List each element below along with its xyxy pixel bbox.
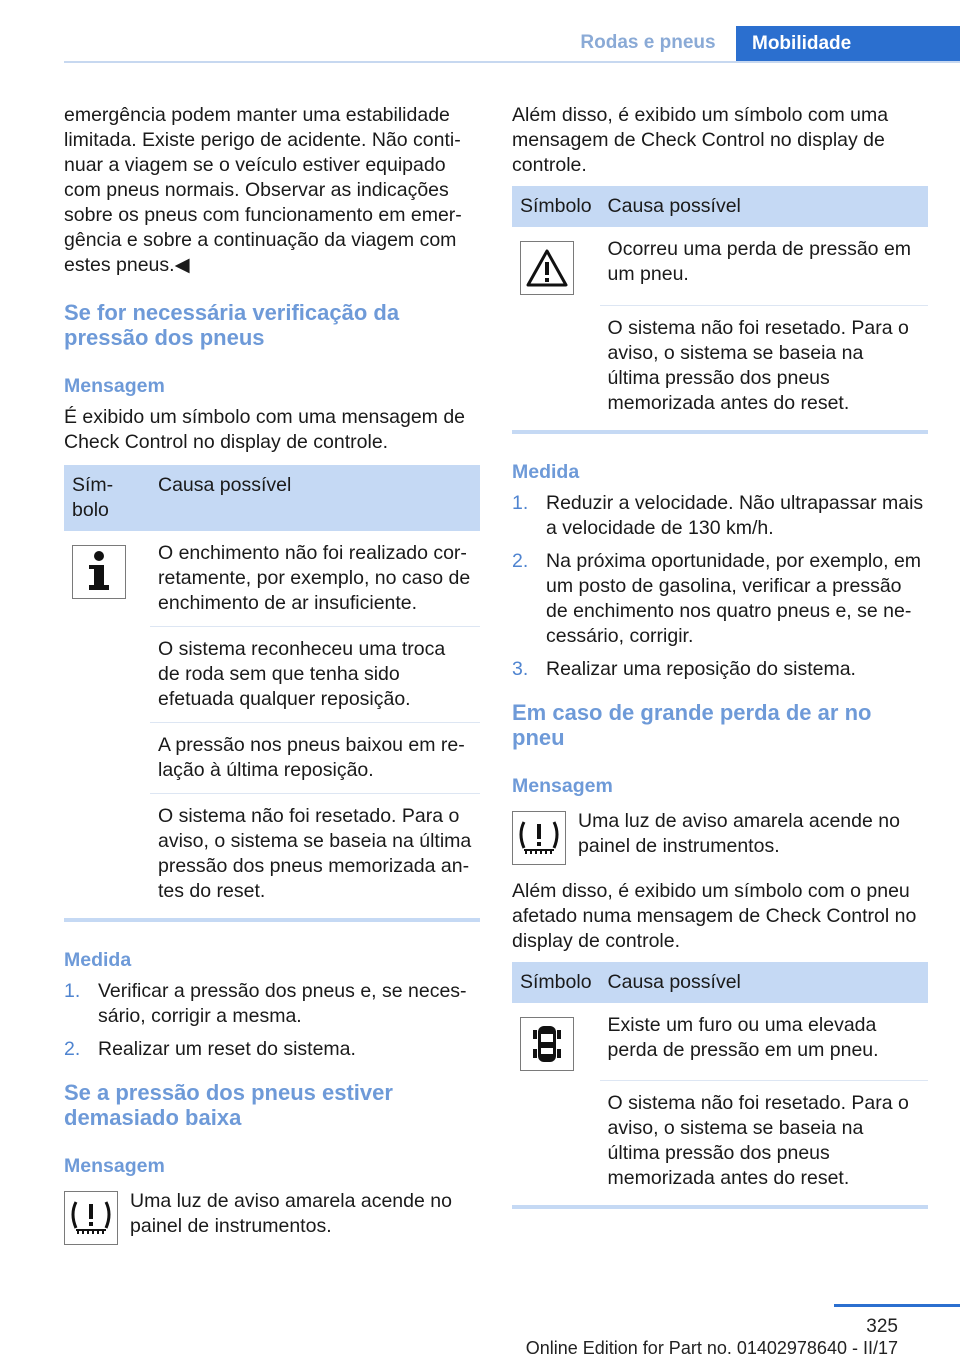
- warning-light-text: Uma luz de aviso amarela acende no painel de instrumentos.: [578, 809, 900, 857]
- list-item: [512, 657, 928, 682]
- heading-large-air-loss: Em caso de grande perda de ar no pneu: [512, 699, 872, 750]
- table-col-cause: Causa possível: [150, 465, 480, 531]
- subheading-message: Mensagem: [512, 774, 613, 797]
- cause-text: Ocorreu uma perda de pressão em um pneu.: [607, 238, 912, 285]
- subheading-measure: Medida: [512, 460, 580, 483]
- list-item: [64, 979, 480, 1029]
- cause-text: O sistema não foi resetado. Para o aviso, o sistema se baseia na última pressão dos pneus memorizada antes do reset.: [150, 794, 480, 915]
- footer-rule: [834, 1304, 960, 1307]
- table-row: [512, 305, 928, 426]
- step-number: 1.: [512, 491, 529, 514]
- steps-list: [64, 979, 480, 1062]
- step-text: Verificar a pressão dos pneus e, se necessário, corrigir a mesma.: [98, 980, 467, 1027]
- heading-check-pressure: Se for necessária verificação da pressão dos pneus: [64, 300, 400, 350]
- subheading-message: Mensagem: [64, 375, 165, 397]
- table-col-cause: Causa possível: [600, 962, 928, 1003]
- header-divider: [64, 61, 960, 63]
- warning-light-message: [64, 1189, 480, 1245]
- table-header-row: [512, 186, 928, 227]
- table-row: [512, 227, 928, 305]
- list-item: [512, 491, 928, 541]
- table-header-row: [512, 962, 928, 1003]
- table-end-rule: [512, 1205, 928, 1209]
- cause-text: A pressão nos pneus baixou em relação à última reposição.: [150, 723, 480, 794]
- cause-text: Existe um furo ou uma elevada perda de pressão em um pneu.: [607, 1013, 879, 1061]
- page-header: [0, 0, 960, 62]
- warning-light-text: Uma luz de aviso amarela acende no painel de instrumentos.: [130, 1190, 452, 1237]
- left-column: [64, 103, 480, 1245]
- cause-table: [64, 465, 480, 914]
- intro-paragraph: Além disso, é exibido um símbolo com uma mensagem de Check Control no display de controle.: [512, 104, 889, 176]
- cause-text: O enchimento não foi realizado corretamente, por exemplo, no caso de enchimento de ar insuficiente.: [158, 542, 471, 614]
- list-item: [512, 549, 928, 649]
- step-text: Na próxima oportunidade, por exemplo, em um posto de gasolina, verificar a pressão de enchimento nos quatro pneus e, se necessário, corrigir.: [546, 549, 922, 647]
- steps-list: [512, 491, 928, 682]
- step-text: Realizar uma reposição do sistema.: [546, 657, 856, 680]
- intro-paragraph: emergência podem manter uma estabilidade limitada. Existe perigo de acidente. Não continuar a viagem se o veículo estiver equipado com pneus normais. Observar as indicações sobre os pneus com funcionamento em emergência e sobre a continuação da viagem com estes pneus.◀: [64, 104, 462, 276]
- step-number: 3.: [512, 657, 529, 680]
- heading-low-pressure: Se a pressão dos pneus estiver demasiado baixa: [64, 1080, 393, 1130]
- edition-line: Online Edition for Part no. 01402978640 - II/17: [525, 1338, 898, 1358]
- cause-text: O sistema reconheceu uma troca de roda sem que tenha sido efetuada qualquer reposição.: [150, 627, 480, 723]
- cause-table: [512, 962, 928, 1202]
- table-row: [512, 1003, 928, 1081]
- table-end-rule: [512, 430, 928, 434]
- table-header-row: [64, 465, 480, 531]
- tire-pressure-warning-icon: [64, 1191, 118, 1245]
- page-number: 325: [866, 1316, 898, 1337]
- additional-paragraph: Além disso, é exibido um símbolo com o pneu afetado numa mensagem de Check Control no display de controle.: [512, 879, 917, 952]
- right-column: [512, 103, 928, 1209]
- step-text: Realizar um reset do sistema.: [98, 1038, 356, 1060]
- step-text: Reduzir a velocidade. Não ultrapassar mais a velocidade de 130 km/h.: [546, 491, 924, 539]
- warning-light-message: [512, 809, 928, 865]
- header-chapter: Mobilidade: [736, 26, 960, 62]
- table-end-rule: [64, 918, 480, 922]
- subheading-message: Mensagem: [64, 1155, 165, 1177]
- warning-triangle-icon: [520, 241, 574, 295]
- step-number: 2.: [64, 1038, 81, 1060]
- table-row: [64, 723, 480, 794]
- table-col-cause: Causa possível: [600, 186, 928, 227]
- table-col-symbol: Símbolo: [512, 962, 600, 1003]
- table-row: [64, 627, 480, 723]
- list-item: [64, 1037, 480, 1062]
- table-col-symbol: Símbolo: [64, 465, 150, 531]
- table-col-symbol: Símbolo: [512, 186, 600, 227]
- car-tire-icon: [520, 1017, 574, 1071]
- header-section: Rodas e pneus: [580, 32, 716, 53]
- cause-text: O sistema não foi resetado. Para o aviso, o sistema se baseia na última pressão dos pneus memorizada antes do reset.: [600, 1081, 928, 1202]
- step-number: 2.: [512, 549, 529, 572]
- info-icon: [72, 545, 126, 599]
- cause-table: [512, 186, 928, 426]
- subheading-measure: Medida: [64, 949, 132, 971]
- cause-text: O sistema não foi resetado. Para o aviso, o sistema se baseia na última pressão dos pneus memorizada antes do reset.: [600, 305, 928, 426]
- table-row: [64, 531, 480, 627]
- tire-pressure-warning-icon: [512, 811, 566, 865]
- table-row: [64, 794, 480, 915]
- message-paragraph: É exibido um símbolo com uma mensagem de Check Control no display de controle.: [64, 406, 466, 453]
- table-row: [512, 1081, 928, 1202]
- step-number: 1.: [64, 980, 81, 1002]
